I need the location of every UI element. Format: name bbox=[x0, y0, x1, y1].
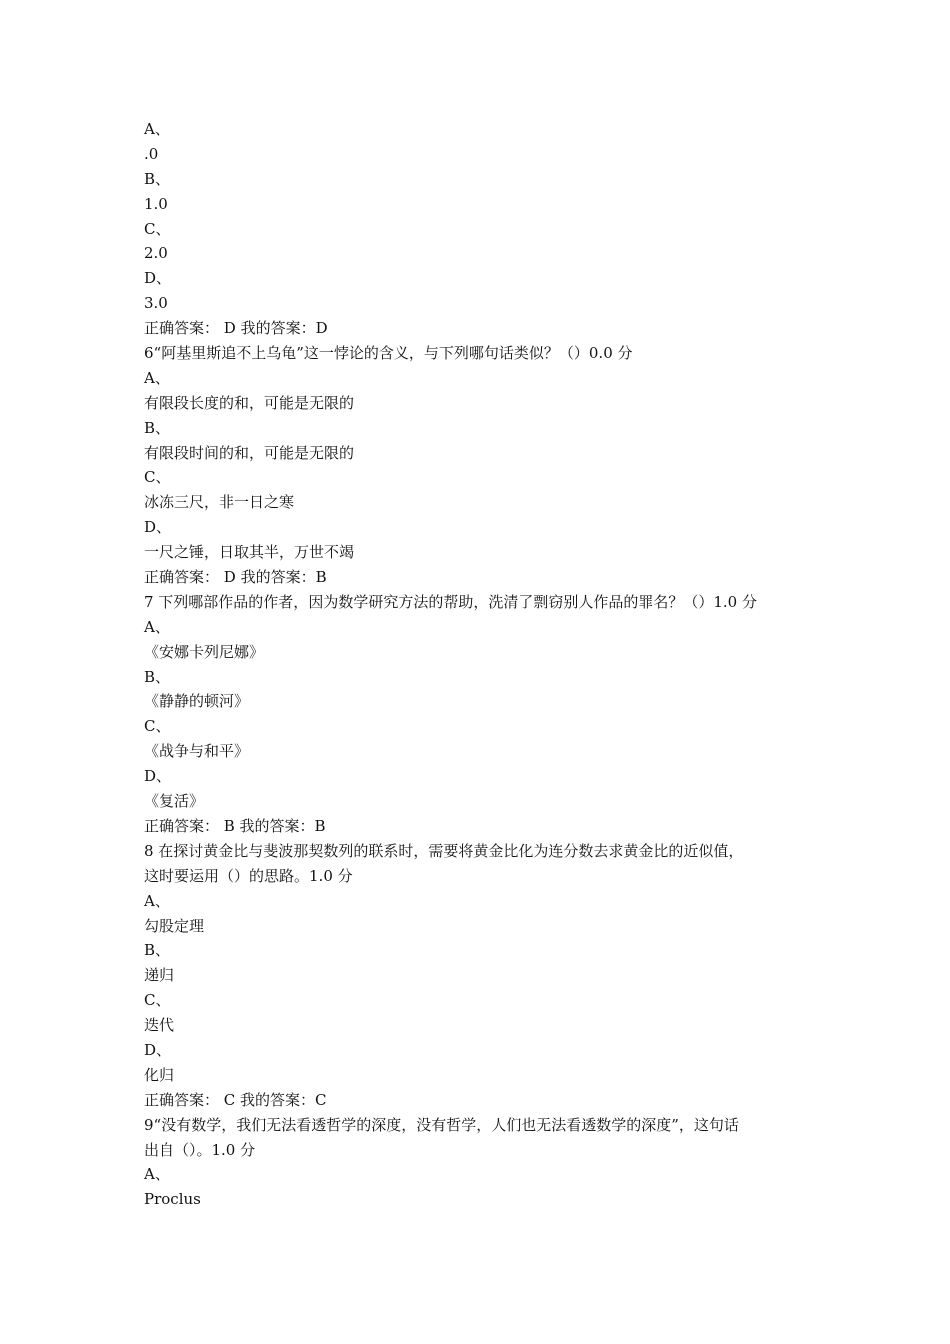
text-line: C、 bbox=[144, 468, 171, 487]
text-line: 2.0 bbox=[144, 244, 168, 263]
text-line: 正确答案： D 我的答案：B bbox=[144, 568, 327, 587]
text-line: 递归 bbox=[144, 966, 175, 985]
text-line: 《静静的顿河》 bbox=[144, 692, 250, 711]
document-page bbox=[144, 117, 824, 1212]
text-line: B、 bbox=[144, 418, 171, 437]
text-line: 勾股定理 bbox=[144, 916, 205, 935]
text-line: 迭代 bbox=[144, 1016, 175, 1035]
text-line: A、 bbox=[144, 368, 170, 387]
text-line: B、 bbox=[144, 941, 171, 960]
text-line: 出自（）。1.0 分 bbox=[144, 1140, 256, 1159]
text-line: 一尺之锤，日取其半，万世不竭 bbox=[144, 543, 355, 562]
text-line: A、 bbox=[144, 617, 170, 636]
text-line: 6“阿基里斯追不上乌龟”这一悖论的含义，与下列哪句话类似？（）0.0 分 bbox=[144, 344, 633, 363]
text-line: B、 bbox=[144, 667, 171, 686]
text-line: 1.0 bbox=[144, 194, 168, 213]
text-line: 3.0 bbox=[144, 294, 168, 313]
text-line: 化归 bbox=[144, 1065, 175, 1084]
text-line: 有限段时间的和，可能是无限的 bbox=[144, 443, 355, 462]
text-line: D、 bbox=[144, 269, 172, 288]
text-line: 正确答案： B 我的答案：B bbox=[144, 816, 326, 835]
text-line: 《安娜卡列尼娜》 bbox=[144, 642, 265, 661]
text-line: A、 bbox=[144, 120, 170, 138]
text-line: 有限段长度的和，可能是无限的 bbox=[144, 393, 355, 412]
text-line: .0 bbox=[144, 144, 159, 163]
text-line: 正确答案： C 我的答案：C bbox=[144, 1090, 327, 1109]
text-line: 冰冻三尺，非一日之寒 bbox=[144, 493, 295, 512]
text-line: 9“没有数学，我们无法看透哲学的深度，没有哲学，人们也无法看透数学的深度”，这句话 bbox=[144, 1115, 739, 1134]
text-line: 这时要运用（）的思路。1.0 分 bbox=[144, 866, 353, 885]
text-line: D、 bbox=[144, 1040, 172, 1059]
text-line: 正确答案： D 我的答案：D bbox=[144, 319, 328, 338]
text-line: C、 bbox=[144, 717, 171, 736]
text-line: 7 下列哪部作品的作者，因为数学研究方法的帮助，洗清了剽窃别人作品的罪名？（）1.0 分 bbox=[144, 592, 757, 611]
text-line: 8 在探讨黄金比与斐波那契数列的联系时，需要将黄金比化为连分数去求黄金比的近似值， bbox=[144, 841, 744, 860]
text-line: B、 bbox=[144, 169, 171, 188]
text-line: D、 bbox=[144, 767, 172, 786]
text-line: D、 bbox=[144, 518, 172, 537]
text-line: 《战争与和平》 bbox=[144, 742, 250, 761]
text-line: C、 bbox=[144, 991, 171, 1010]
text-line: Proclus bbox=[144, 1190, 201, 1209]
text-line: A、 bbox=[144, 1165, 170, 1184]
text-line: A、 bbox=[144, 891, 170, 910]
text-line: 《复活》 bbox=[144, 792, 205, 811]
text-line: C、 bbox=[144, 219, 171, 238]
